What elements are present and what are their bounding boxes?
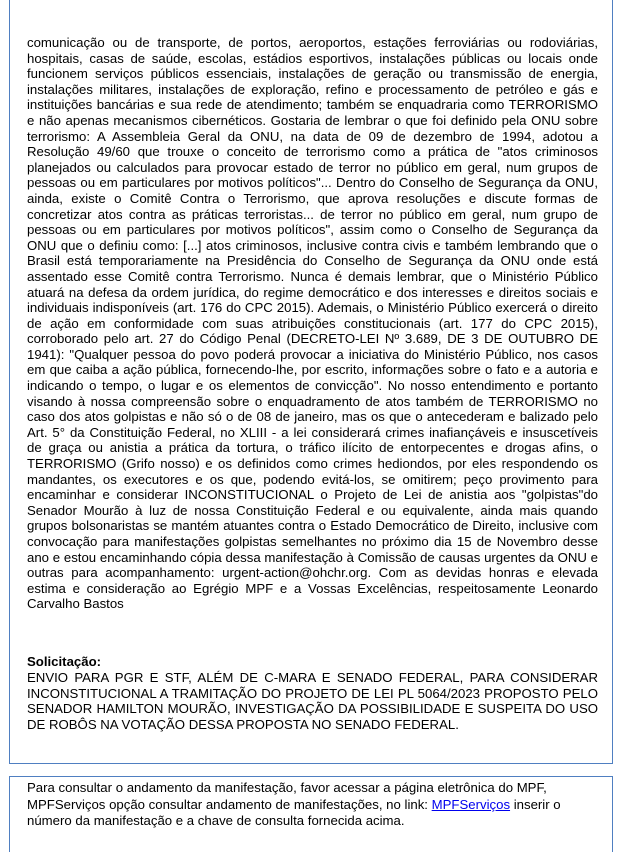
footer-text-after: inserir o número da manifestação e a chave de consulta fornecida acima. [27,796,561,828]
request-text: ENVIO PARA PGR E STF, ALÉM DE C-MARA E SENADO FEDERAL, PARA CONSIDERAR INCONSTITUCIONAL A TRAMITAÇÃO DO PROJETO DE LEI PL 5064/2023 PROPOSTO PELO SENADOR HAMILTON MOURÃO, INVESTIGAÇÃO DA POSSIBILIDADE E SUSPEITA DO USO DE ROBÔS NA VOTAÇÃO DESSA PROPOSTA NO SENADO FEDERAL. [27,670,598,732]
manifestation-body: comunicação ou de transporte, de portos, aeroportos, estações ferroviárias ou rodoviárias, hospitais, casas de saúde, escolas, estádios esportivos, instalações públicas ou locais onde funcionem serviços públicos essenciais, instalações de geração ou transmissão de energia, instalações militares, instalações de exploração, refino e processamento de petróleo e gás e instituições bancárias e sua rede de atendimento; também se enquadraria como TERRORISMO e não apenas mecanismos cibernéticos. Gostaria de lembrar o que foi definido pela ONU sobre terrorismo: A Assembleia Geral da ONU, na data de 09 de dezembro de 1994, adotou a Resolução 49/60 que trouxe o conceito de terrorismo como a prática de "atos criminosos planejados ou calculados para provocar estado de terror no público em geral, num grupos de pessoas ou em particulares por motivos políticos"... Dentro do Conselho de Segurança da ONU, ainda, existe o Comitê Contra o Terrorismo, que aprova resoluções e discute formas de concretizar atos contra as práticas terroristas... de terror no público em geral, num grupo de pessoas ou em particulares por motivos políticos", assim como o Conselho de Segurança da ONU que o definiu como: [...] atos criminosos, inclusive contra civis e também lembrando que o Brasil está temporariamente na Presidência do Conselho de Segurança da ONU onde está assentado esse Comitê contra Terrorismo. Nunca é demais lembrar, que o Ministério Público atuará na defesa da ordem jurídica, do regime democrático e dos interesses e direitos sociais e individuais indisponíveis (art. 176 do CPC 2015). Ademais, o Ministério Público exercerá o direito de ação em conformidade com suas atribuições constitucionais (art. 177 do CPC 2015), corroborado pelo art. 27 do Código Penal (DECRETO-LEI Nº 3.689, DE 3 DE OUTUBRO DE 1941): "Qualquer pessoa do povo poderá provocar a iniciativa do Ministério Público, nos casos em que caiba a ação pública, fornecendo-lhe, por escrito, informações sobre o fato e a autoria e indicando o tempo, o lugar e os elementos de convicção". No nosso entendimento e portanto visando à nossa compreensão sobre o enquadramento de atos também de TERRORISMO no caso dos atos golpistas e não só o de 08 de janeiro, mas os que o antecederam e balizado pelo Art. 5° da Constituição Federal, no XLIII - a lei considerará crimes inafiançáveis e insuscetíveis de graça ou anistia a prática da tortura, o tráfico ilícito de entorpecentes e drogas afins, o TERRORISMO (Grifo nosso) e os definidos como crimes hediondos, por eles respondendo os mandantes, os executores e os que, podendo evitá-los, se omitirem; peço provimento para encaminhar e considerar INCONSTITUCIONAL o Projeto de Lei de anistia aos "golpistas"do Senador Mourão à luz de nossa Constituição Federal e ou equivalente, ainda mais quando grupos bolsonaristas se mantém atuantes contra o Estado Democrático de Direito, inclusive com convocação para manifestações golpistas semelhantes no próximo dia 15 de Novembro desse ano e estou encaminhando cópia dessa manifestação à Comissão de causas urgentes da ONU e outras para acompanhamento: urgent-action@ohchr.org. Com as devidas honras e elevada estima e consideração ao Egrégio MPF e a Vossas Excelências, respeitosamente Leonardo Carvalho Bastos [27,35,598,612]
request-label: Solicitação: [27,654,102,669]
footer-note [27,780,605,830]
footer-text-before: Para consultar o andamento da manifestação, favor acessar a página eletrônica do MPF, MPFServiços opção consultar andamento de manifestações, no link: [27,780,547,812]
mpfservicos-link[interactable]: MPFServiços [431,796,511,812]
